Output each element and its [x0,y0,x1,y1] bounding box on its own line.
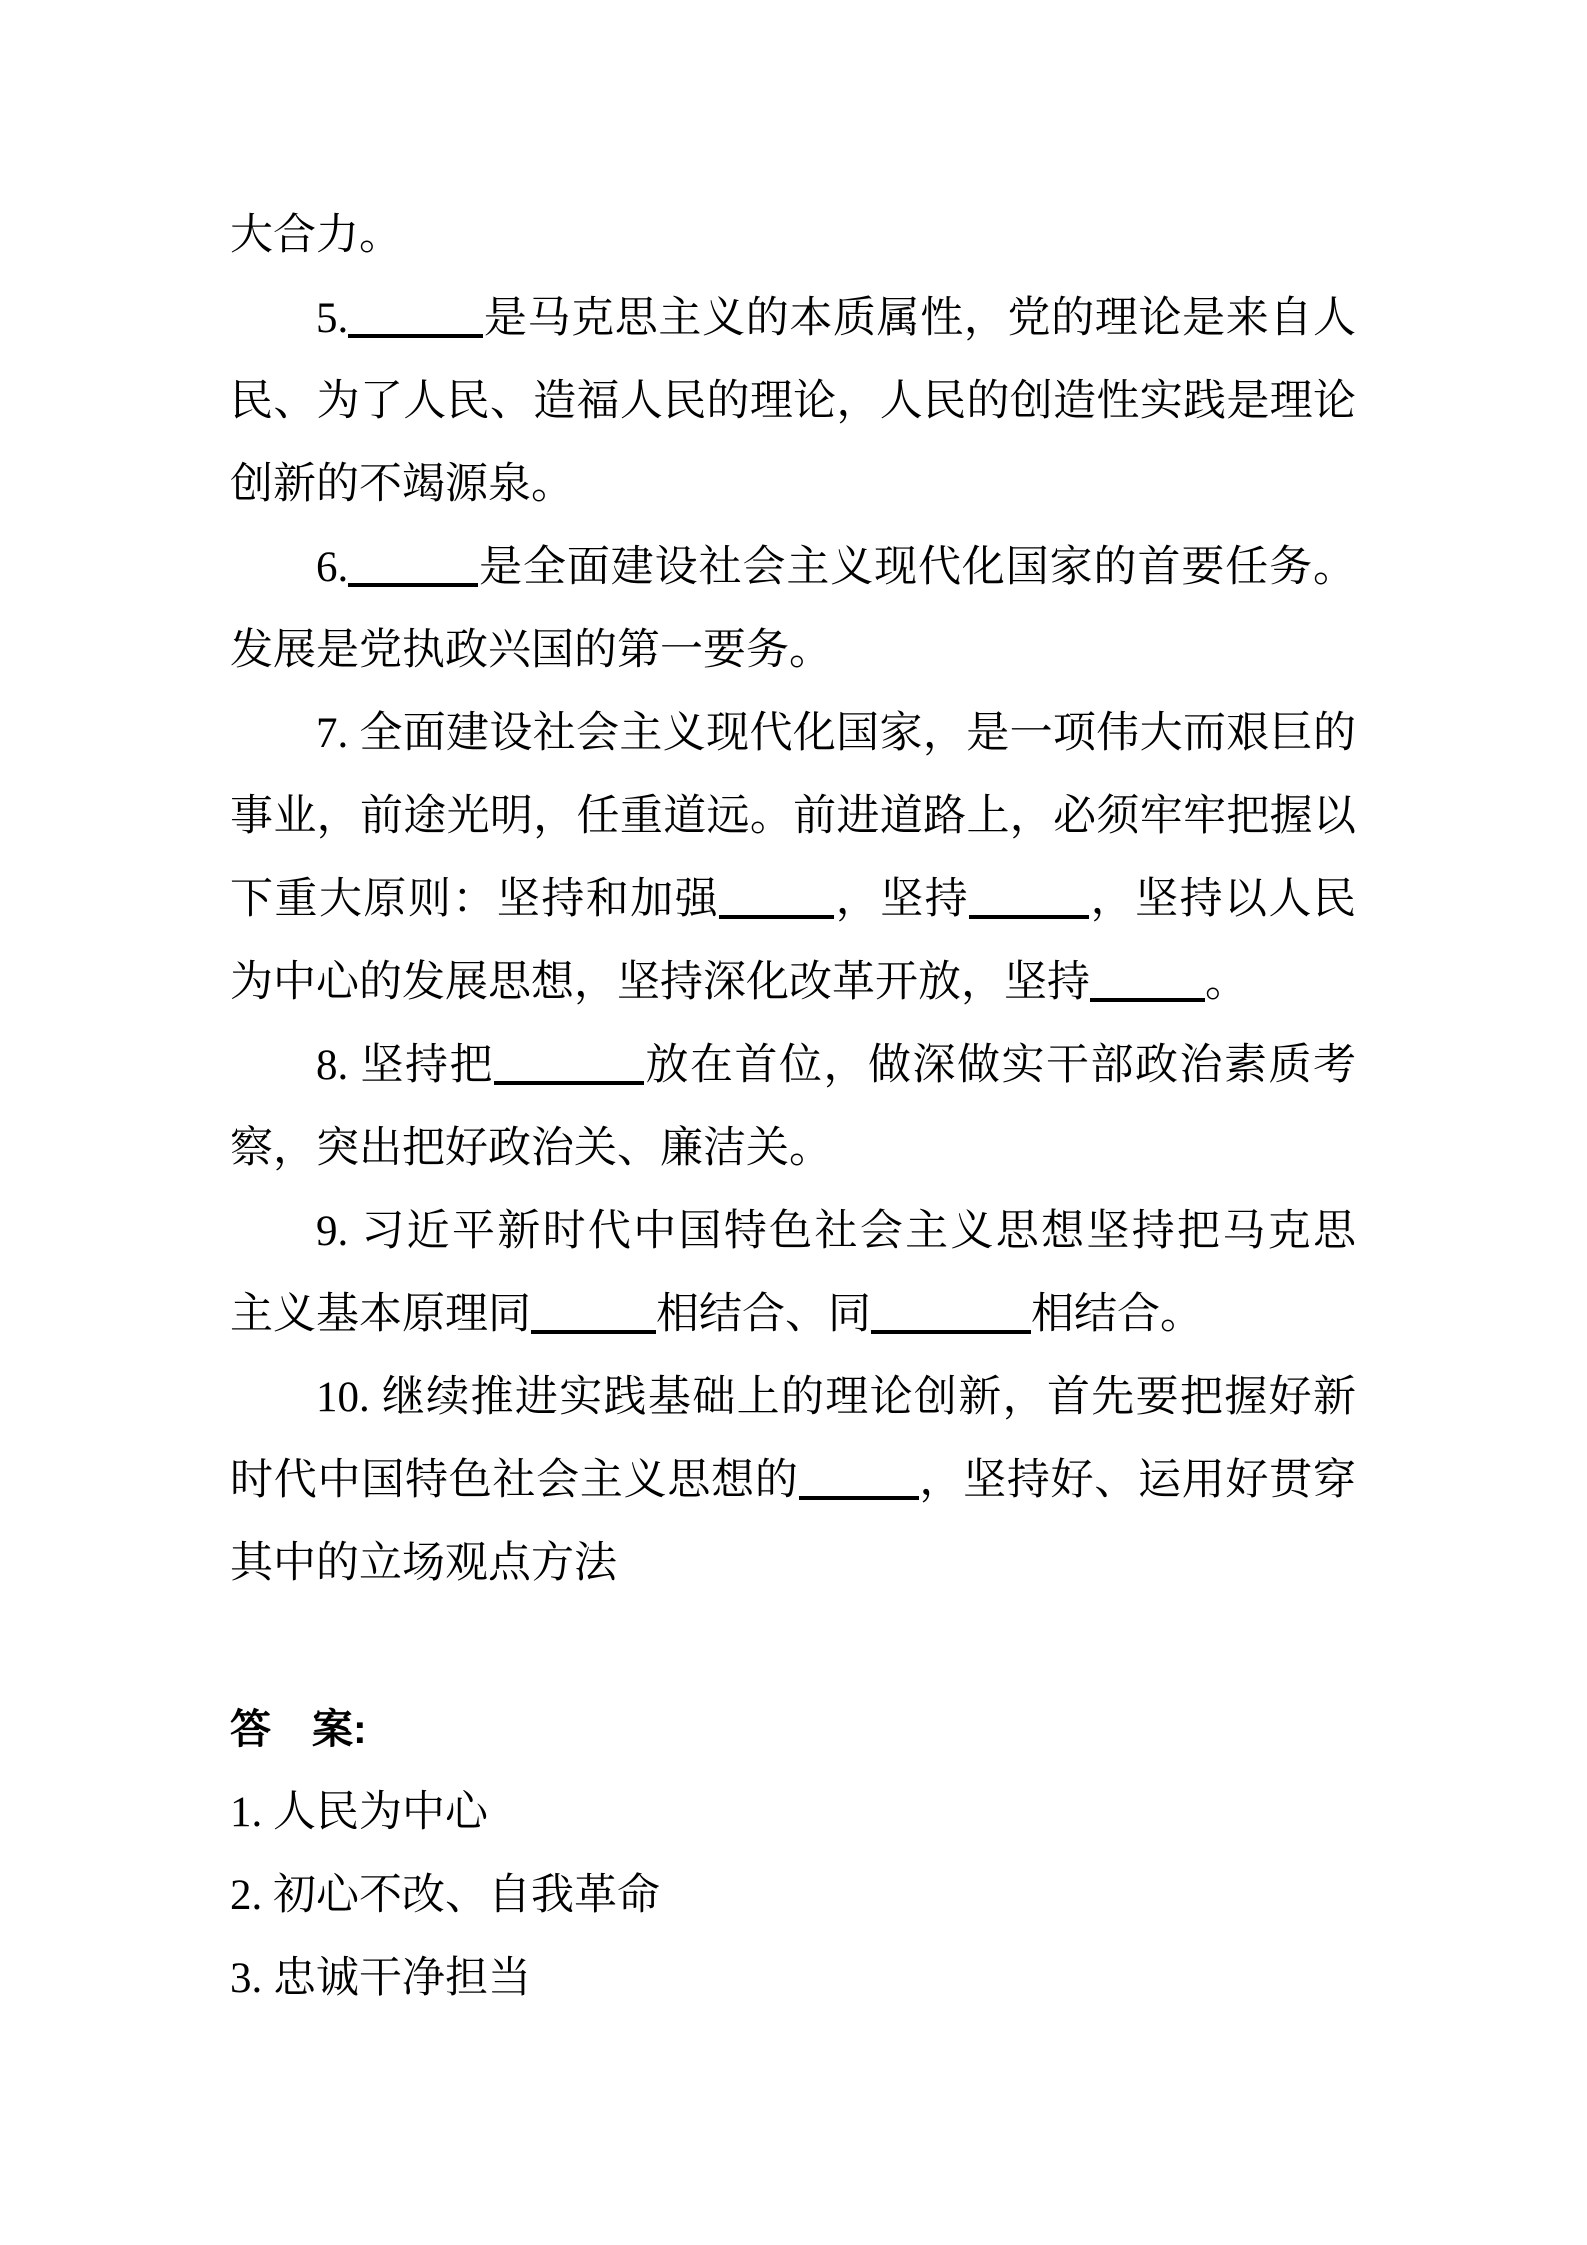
item-5-line-2 [230,360,1356,443]
text-run: 10. 继续推进实践基础上的理论创新，首先要把握好新 [316,1374,1356,1421]
text-run: 5. [316,295,349,342]
item-7-line-3 [230,858,1356,941]
text-run: 发展是党执政兴国的第一要务。 [230,627,832,674]
text-run: 创新的不竭源泉。 [230,461,574,508]
fill-in-blank [719,905,834,919]
text-run: 8. 坚持把 [316,1042,494,1089]
answer-1-line-1 [230,1771,1356,1854]
answer-3-line-1 [230,1937,1356,2020]
item-9-line-1 [230,1190,1356,1273]
text-run: ，坚持 [834,876,970,923]
text-run: 是全面建设社会主义现代化国家的首要任务。 [478,544,1356,591]
text-run: 3. 忠诚干净担当 [230,1955,531,2002]
text-run: 其中的立场观点方法 [230,1540,617,1587]
item-9-line-2 [230,1273,1356,1356]
item-5-line-1 [230,277,1356,360]
fill-in-blank [494,1071,644,1085]
text-run: ，坚持以人民 [1089,876,1357,923]
item-6-line-2 [230,609,1356,692]
text-run: 1. 人民为中心 [230,1789,488,1836]
text-run: 为中心的发展思想，坚持深化改革开放，坚持 [230,959,1090,1006]
item-6-line-1 [230,526,1356,609]
item-10-line-2 [230,1439,1356,1522]
document-body [230,194,1356,2020]
text-run: 相结合。 [1031,1291,1203,1338]
fill-in-blank [348,324,483,338]
fill-in-blank [348,573,478,587]
item-10-line-3 [230,1522,1356,1605]
text-run: 是马克思主义的本质属性，党的理论是来自人 [483,295,1356,342]
text-run: 大合力。 [230,212,402,259]
text-run: 相结合、同 [656,1291,871,1338]
item-7-line-2 [230,775,1356,858]
fill-in-blank [871,1320,1031,1334]
text-run: 6. [316,544,349,591]
text-run: 2. 初心不改、自我革命 [230,1872,660,1919]
item-8-line-1 [230,1024,1356,1107]
item-7-line-1 [230,692,1356,775]
text-run: 放在首位，做深做实干部政治素质考 [644,1042,1356,1089]
item-10-line-1 [230,1356,1356,1439]
text-run: 下重大原则：坚持和加强 [230,876,720,923]
text-run: 民、为了人民、造福人民的理论，人民的创造性实践是理论 [230,378,1356,425]
paragraph-4-continuation-line-1 [230,194,1356,277]
text-run: 9. 习近平新时代中国特色社会主义思想坚持把马克思 [316,1208,1356,1255]
fill-in-blank [531,1320,656,1334]
text-run: 时代中国特色社会主义思想的 [230,1457,799,1504]
answer-2-line-1 [230,1854,1356,1937]
fill-in-blank [799,1486,919,1500]
item-8-line-2 [230,1107,1356,1190]
text-run: 事业，前途光明，任重道远。前进道路上，必须牢牢把握以 [230,793,1356,840]
answers-heading-line-1 [230,1688,1356,1771]
text-run: ，坚持好、运用好贯穿 [918,1457,1357,1504]
item-5-line-3 [230,443,1356,526]
fill-in-blank [969,905,1089,919]
item-7-line-4 [230,941,1356,1024]
text-run: 答 案: [230,1706,367,1752]
text-run: 主义基本原理同 [230,1291,531,1338]
text-run: 察，突出把好政治关、廉洁关。 [230,1125,832,1172]
fill-in-blank [1090,988,1205,1002]
text-run: 。 [1205,959,1248,1006]
text-run: 7. 全面建设社会主义现代化国家，是一项伟大而艰巨的 [316,710,1356,757]
